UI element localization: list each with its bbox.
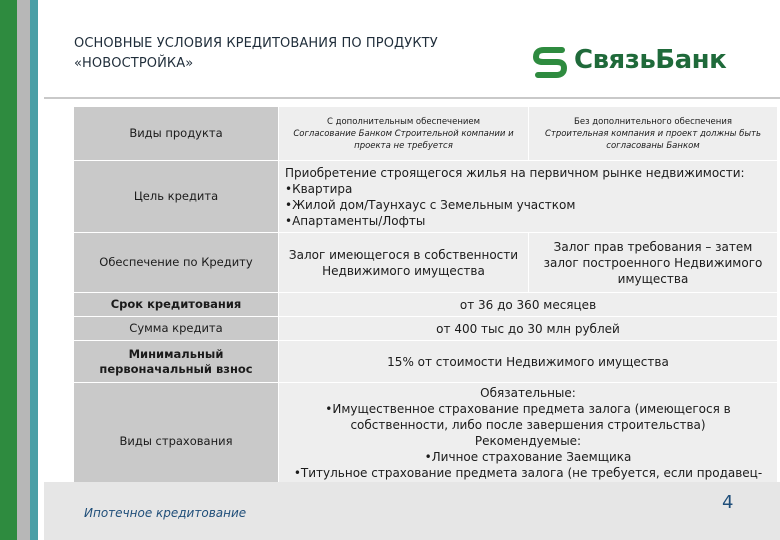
table-row-security <box>74 233 778 293</box>
conditions-table <box>73 106 778 500</box>
insurance-recommended-title: Рекомендуемые: <box>474 434 582 448</box>
insurance-recommended-item: •Личное страхование Заемщика <box>424 450 632 464</box>
down-payment-label: Минимальный первоначальный взнос <box>74 341 279 383</box>
sidebar-gray-stripe <box>17 0 30 540</box>
insurance-recommended-item: •Титульное страхование предмета залога (не требуется, если продавец- <box>293 466 763 480</box>
product-without-collateral-note: Строительная компания и проект должны быть согласованы Банком <box>544 128 762 151</box>
sidebar-green-stripe <box>0 0 17 540</box>
goal-item: •Квартира <box>285 181 353 196</box>
table-row-amount <box>74 317 778 341</box>
product-without-collateral <box>529 107 778 161</box>
table-row-goal <box>74 161 778 233</box>
term-value: от 36 до 360 месяцев <box>279 293 778 317</box>
amount-label: Сумма кредита <box>74 317 279 341</box>
goal-intro: Приобретение строящегося жилья на первичном рынке недвижимости: <box>285 165 745 180</box>
insurance-mandatory-title: Обязательные: <box>480 386 576 400</box>
footer-section-title: Ипотечное кредитование <box>84 506 247 520</box>
table-row-term <box>74 293 778 317</box>
page-title-line2: «НОВОСТРОЙКА» <box>74 56 194 71</box>
bank-logo-text: СвязьБанк <box>574 45 727 75</box>
goal-label: Цель кредита <box>74 161 279 233</box>
product-without-collateral-title: Без дополнительного обеспечения <box>574 116 732 127</box>
product-with-collateral-title: С дополнительным обеспечением <box>326 116 481 127</box>
table-row-down-payment <box>74 341 778 383</box>
security-with-collateral: Залог имеющегося в собственности Недвижимого имущества <box>279 233 529 293</box>
goal-item: •Апартаменты/Лофты <box>285 213 426 228</box>
security-without-collateral: Залог прав требования – затем залог построенного Недвижимого имущества <box>529 233 778 293</box>
insurance-mandatory-item: •Имущественное страхование предмета залога (имеющегося в собственности, либо после завершения строительства) <box>325 402 731 432</box>
header-divider <box>44 97 780 99</box>
page-number: 4 <box>722 492 734 513</box>
bank-logo-mark-icon <box>532 44 568 80</box>
table-row-product-types <box>74 107 778 161</box>
product-types-label: Виды продукта <box>74 107 279 161</box>
goal-value <box>279 161 778 233</box>
amount-value: от 400 тыс до 30 млн рублей <box>279 317 778 341</box>
bank-logo <box>532 42 742 82</box>
goal-item: •Жилой дом/Таунхаус с Земельным участком <box>285 197 576 212</box>
page-title <box>74 34 514 74</box>
page-title-line1: ОСНОВНЫЕ УСЛОВИЯ КРЕДИТОВАНИЯ ПО ПРОДУКТУ <box>74 36 438 51</box>
insurance-label: Виды страхования <box>74 383 279 500</box>
sidebar-stripes <box>0 0 44 540</box>
product-with-collateral <box>279 107 529 161</box>
down-payment-value: 15% от стоимости Недвижимого имущества <box>279 341 778 383</box>
sidebar-teal-stripe <box>30 0 38 540</box>
security-label: Обеспечение по Кредиту <box>74 233 279 293</box>
term-label: Срок кредитования <box>74 293 279 317</box>
product-with-collateral-note: Согласование Банком Строительной компании и проекта не требуется <box>293 128 514 151</box>
